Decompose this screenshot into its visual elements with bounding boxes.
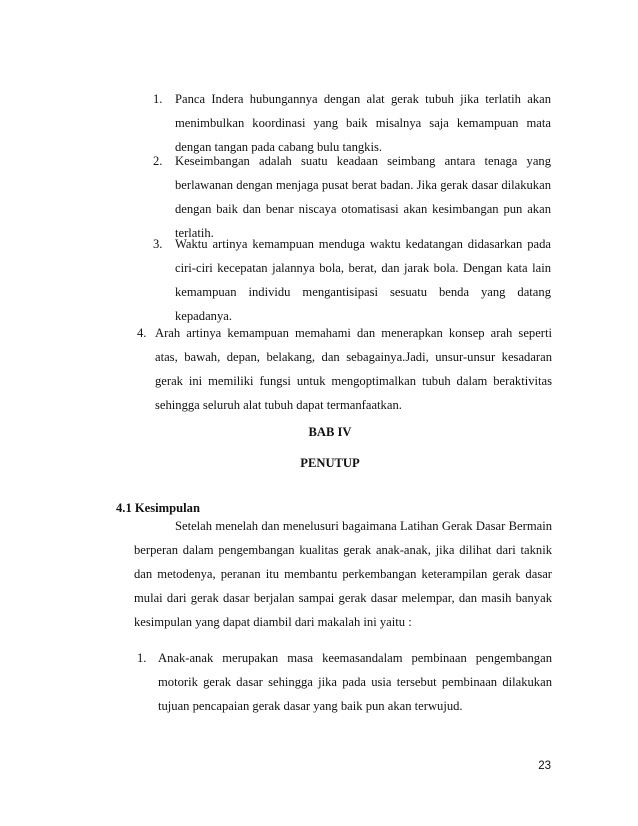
list-item (0, 149, 551, 245)
chapter-title: PENUTUP (300, 456, 360, 470)
list-text: Keseimbangan adalah suatu keadaan seimbang antara tenaga yang berlawanan dengan menjaga pusat berat badan. Jika gerak dasar dilakukan dengan baik dan benar niscaya otomatisasi akan kesimbangan pun akan terlatih. (175, 154, 551, 240)
list-text: Arah artinya kemampuan memahami dan menerapkan konsep arah seperti atas, bawah, depan, belakang, dan sebagainya.Jadi, unsur-unsur kesadaran gerak ini memiliki fungsi untuk mengoptimalkan tubuh dalam beraktivitas sehingga seluruh alat tubuh dapat termanfaatkan. (155, 326, 552, 412)
list-number: 2. (153, 154, 163, 168)
list-number: 3. (153, 237, 163, 251)
section-title: 4.1 Kesimpulan (116, 501, 200, 515)
page-number: 23 (538, 760, 551, 772)
list-item (0, 646, 552, 718)
list-text: Waktu artinya kemampuan menduga waktu kedatangan didasarkan pada ciri-ciri kecepatan jalannya bola, berat, dan jarak bola. Dengan kata lain kemampuan individu mengantisipasi sesuatu benda yang datang kepadanya. (175, 237, 551, 323)
list-number: 4. (137, 326, 147, 340)
list-number: 1. (153, 92, 163, 106)
list-item (0, 321, 552, 417)
list-item (0, 232, 551, 328)
list-number: 1. (137, 651, 147, 665)
chapter-label: BAB IV (308, 425, 352, 439)
list-text: Panca Indera hubungannya dengan alat gerak tubuh jika terlatih akan menimbulkan koordinasi yang baik misalnya saja kemampuan mata dengan tangan pada cabang bulu tangkis. (175, 92, 551, 154)
list-text: Anak-anak merupakan masa keemasandalam pembinaan pengembangan motorik gerak dasar sehingga jika pada usia tersebut pembinaan dilakukan tujuan pencapaian gerak dasar yang baik pun akan terwujud. (158, 651, 552, 713)
section-paragraph: Setelah menelah dan menelusuri bagaimana Latihan Gerak Dasar Bermain berperan dalam pengembangan kualitas gerak anak-anak, jika dilihat dari taknik dan metodenya, peranan itu membantu perkembangan keterampilan gerak dasar mulai dari gerak dasar berjalan sampai gerak dasar melempar, dan masih banyak kesimpulan yang dapat diambil dari makalah ini yaitu : (134, 519, 552, 629)
